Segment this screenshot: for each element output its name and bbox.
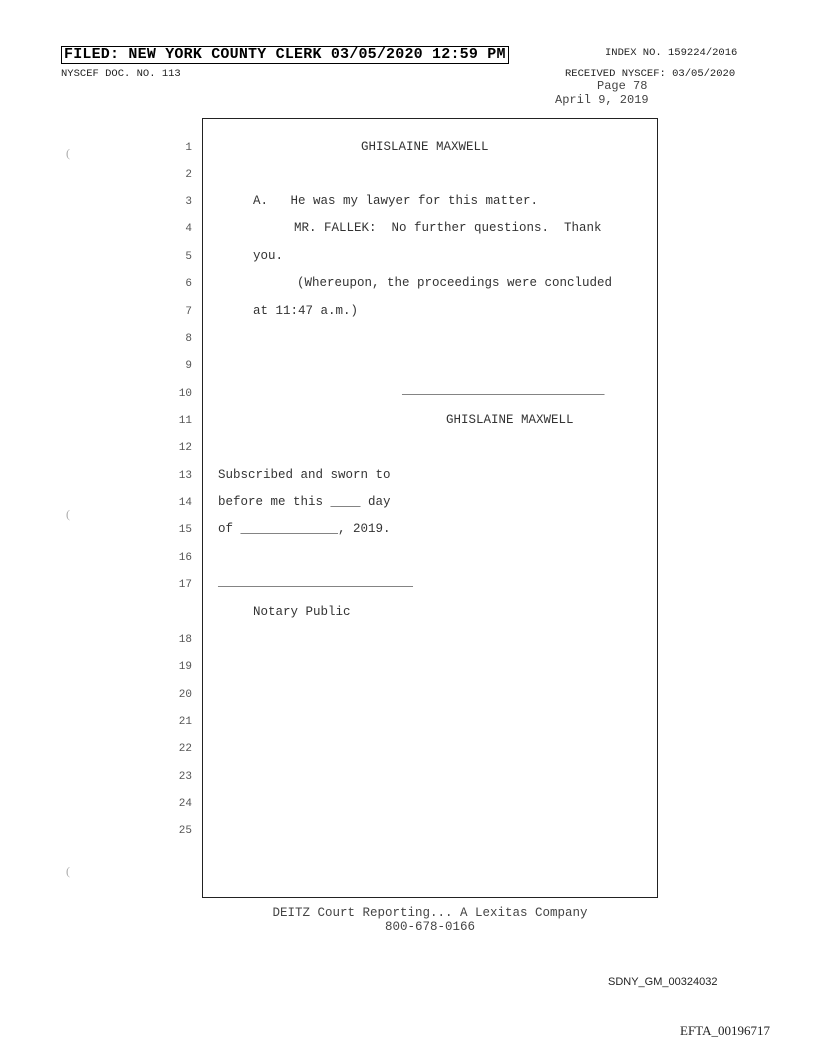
nyscef-doc-number: NYSCEF DOC. NO. 113 xyxy=(61,68,181,80)
line-number: 21 xyxy=(178,716,192,728)
margin-mark: ( xyxy=(66,146,70,160)
line-number: 9 xyxy=(185,360,192,372)
line-number: 4 xyxy=(185,223,192,235)
margin-mark: ( xyxy=(66,864,70,878)
line-number: 6 xyxy=(185,278,192,290)
witness-heading: GHISLAINE MAXWELL xyxy=(361,140,489,154)
signature-line: ___________________________ xyxy=(402,383,605,397)
line-number: 17 xyxy=(178,579,192,591)
line-number: 5 xyxy=(185,251,192,263)
court-reporter-phone: 800-678-0166 xyxy=(384,920,475,934)
transcript-line-15: of _____________, 2019. xyxy=(218,522,391,536)
notary-label: Notary Public xyxy=(253,605,351,619)
transcript-date: April 9, 2019 xyxy=(555,93,649,107)
filed-stamp: FILED: NEW YORK COUNTY CLERK 03/05/2020 12:59 PM xyxy=(61,46,509,64)
line-number: 1 xyxy=(185,142,192,154)
transcript-line-4: MR. FALLEK: No further questions. Thank xyxy=(294,221,602,235)
transcript-line-6: (Whereupon, the proceedings were concluded xyxy=(297,276,613,290)
line-number: 19 xyxy=(178,661,192,673)
received-date: RECEIVED NYSCEF: 03/05/2020 xyxy=(565,68,736,80)
transcript-line-14: before me this ____ day xyxy=(218,495,391,509)
transcript-line-7: at 11:47 a.m.) xyxy=(253,304,359,318)
line-number: 3 xyxy=(185,196,192,208)
notary-signature-line: __________________________ xyxy=(218,575,414,589)
line-number: 13 xyxy=(178,470,192,482)
line-number: 11 xyxy=(178,415,192,427)
line-number: 15 xyxy=(178,524,192,536)
line-number: 7 xyxy=(185,306,192,318)
line-number: 20 xyxy=(178,689,192,701)
line-number: 2 xyxy=(185,169,192,181)
line-number: 8 xyxy=(185,333,192,345)
line-number: 14 xyxy=(178,497,192,509)
line-number: 12 xyxy=(178,442,192,454)
line-number: 10 xyxy=(178,388,192,400)
efta-number: EFTA_00196717 xyxy=(680,1023,770,1038)
line-number: 23 xyxy=(178,771,192,783)
court-reporter-company: DEITZ Court Reporting... A Lexitas Company xyxy=(272,906,588,920)
transcript-line-13: Subscribed and sworn to xyxy=(218,468,391,482)
bates-number: SDNY_GM_00324032 xyxy=(608,976,718,988)
line-number: 25 xyxy=(178,825,192,837)
line-number: 18 xyxy=(178,634,192,646)
signatory-name: GHISLAINE MAXWELL xyxy=(446,413,574,427)
page-number: Page 78 xyxy=(597,79,648,93)
transcript-line-3: A. He was my lawyer for this matter. xyxy=(253,194,539,208)
line-number: 16 xyxy=(178,552,192,564)
line-number: 22 xyxy=(178,743,192,755)
margin-mark: ( xyxy=(66,507,70,521)
transcript-line-5: you. xyxy=(253,249,284,263)
line-number: 24 xyxy=(178,798,192,810)
index-number: INDEX NO. 159224/2016 xyxy=(605,47,738,59)
